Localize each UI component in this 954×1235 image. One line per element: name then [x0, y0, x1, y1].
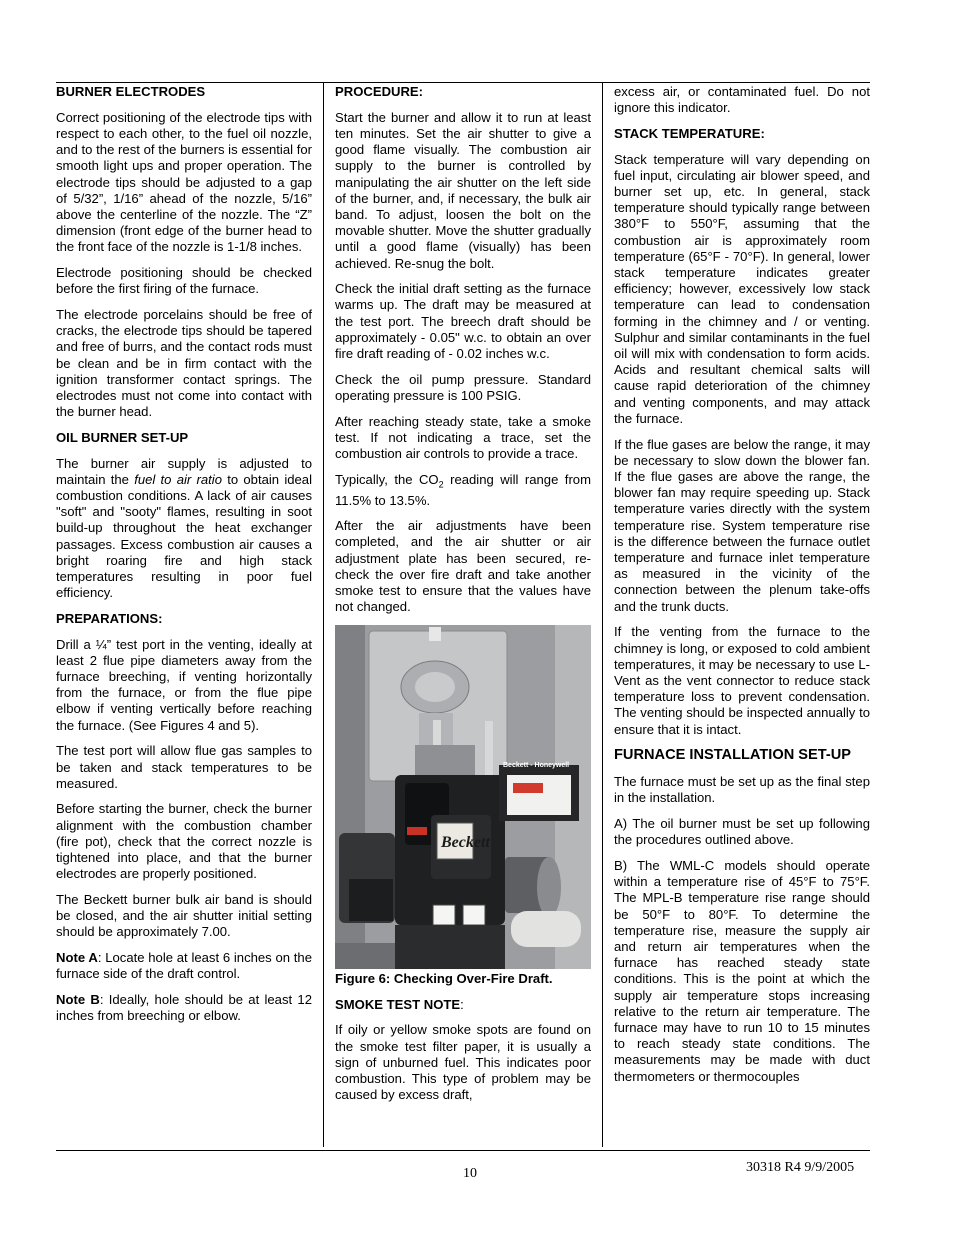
paragraph: Electrode positioning should be checked before the first firing of the furnace.	[56, 265, 312, 297]
heading-stack-temperature: STACK TEMPERATURE:	[614, 125, 765, 141]
page-number: 10	[463, 1166, 477, 1181]
heading-preparations: PREPARATIONS:	[56, 610, 163, 626]
bottom-rule	[56, 1150, 870, 1151]
text-run: to obtain ideal combustion conditions. A lack of air causes "soft" and "sooty" flames, resulting in soot build-up throughout the heat exchanger passages. Excess combustion air causes a bright roaring fire and high stack temperatures resulting in poor fuel efficiency.	[56, 471, 312, 601]
note-label: Note A	[56, 950, 98, 966]
subscript: 2	[438, 479, 444, 490]
paragraph: The Beckett burner bulk air band is should be closed, and the air shutter initial setting should be approximately 7.00.	[56, 891, 312, 940]
column-1	[56, 84, 312, 1034]
paragraph: A) The oil burner must be set up following the procedures outlined above.	[614, 816, 870, 848]
paragraph: Stack temperature will vary depending on fuel input, circulating air blower speed, and burner set up, etc. In general, stack temperature should typically range between 380°F to 550°F, assuming that the combustion air is approximately room temperature (65°F - 70°F). In general, lower stack temperature indicates greater efficiency; however, excessively low stack temperature can lead to condensation forming in the chimney and / or venting. Sulphur and similar contaminants in the fuel oil will mix with condensation to form acids. Acids and resultant chemical salts will cause rapid deterioration of the chimney and venting components, and may attack the furnace.	[614, 151, 870, 426]
text-run: The burner air supply is adjusted to maintain the	[56, 455, 312, 487]
column-separator-2	[602, 83, 603, 1147]
paragraph: excess air, or contaminated fuel. Do not ignore this indicator.	[614, 84, 870, 116]
column-2	[335, 84, 591, 1113]
paragraph: Correct positioning of the electrode tips with respect to each other, to the fuel oil nozzle, and to the rest of the burners is essential for smooth light ups and proper operation. The electrode tips should be adjusted to a gap of 5/32”, 1/16” ahead of the nozzle, 5/16” above the centerline of the nozzle. The “Z” dimension (front edge of the burner head to the front face of the nozzle is 1-1/8 inches.	[56, 109, 312, 255]
note-a	[56, 950, 312, 982]
heading-furnace-installation-setup: FURNACE INSTALLATION SET-UP	[614, 747, 852, 764]
column-separator-1	[323, 83, 324, 1147]
note-b	[56, 992, 312, 1024]
photo-brand-label: Beckett	[441, 834, 490, 851]
text-run: reading will range from 11.5% to 13.5%.	[335, 471, 591, 508]
paragraph	[335, 472, 591, 509]
note-label: Note B	[56, 991, 100, 1007]
heading-text: SMOKE TEST NOTE	[335, 996, 461, 1012]
paragraph: After reaching steady state, take a smoke test. If not indicating a trace, set the combustion air controls to provide a trace.	[335, 413, 591, 462]
paragraph: If the flue gases are below the range, it may be necessary to slow down the blower fan. If the flue gases are above the range, the blower fan may require speeding up. Stack temperature varies directly with the system temperature rise. System temperature rise is the difference between the furnace outlet temperature and furnace inlet temperature as measured in the vicinity of the connection between the plenum take-offs and the trunk ducts.	[614, 436, 870, 614]
burner-photo-illustration	[335, 625, 591, 969]
burner-photo	[335, 625, 591, 969]
heading-colon: :	[460, 996, 464, 1012]
emphasis-text: fuel to air ratio	[134, 471, 222, 487]
paragraph: The electrode porcelains should be free of cracks, the electrode tips should be tapered and free of burrs, and the contact rods must be clean and be in firm contact with the ignition transformer contact springs. The electrodes must not come into contact with the burner head.	[56, 306, 312, 420]
heading-oil-burner-setup: OIL BURNER SET-UP	[56, 429, 189, 445]
note-text: : Locate hole at least 6 inches on the furnace side of the draft control.	[56, 950, 312, 982]
text-run: Typically, the CO	[335, 471, 439, 487]
paragraph: Start the burner and allow it to run at least ten minutes. Set the air shutter to give a good flame visually. The combustion air supply to the burner is controlled by manipulating the air shutter on the left side of the burner, and, if necessary, the bulk air band. To adjust, loosen the bolt on the movable shutter. Move the shutter gradually until a good flame (visually) has been achieved. Re-snug the bolt.	[335, 109, 591, 271]
paragraph: After the air adjustments have been completed, and the air shutter or air adjustment plate has been secured, re-check the over fire draft and take another smoke test to ensure that the values have not changed.	[335, 518, 591, 615]
paragraph: The furnace must be set up as the final step in the installation.	[614, 774, 870, 806]
paragraph: Check the oil pump pressure. Standard operating pressure is 100 PSIG.	[335, 371, 591, 403]
paragraph: B) The WML-C models should operate within a temperature rise of 45°F to 75°F. The MPL-B temperature rise range should be 50°F to 80°F. To determine the temperature rise, measure the supply air and return air temperatures when the furnace has reached steady state conditions. This is the point at which the supply air temperature stops increasing relative to the return air temperature. The furnace may have to run 10 to 15 minutes to reach steady state conditions. The measurements may be made with duct thermometers or thermocouples	[614, 857, 870, 1084]
paragraph: Check the initial draft setting as the furnace warms up. The draft may be measured at the test port. The breech draft should be approximately - 0.05" w.c. to obtain an over fire draft reading of - 0.02 inches w.c.	[335, 281, 591, 362]
document-id: 30318 R4 9/9/2005	[746, 1160, 855, 1175]
note-text: : Ideally, hole should be at least 12 inches from breeching or elbow.	[56, 991, 312, 1024]
paragraph	[56, 456, 312, 602]
column-3	[614, 84, 870, 1094]
figure-caption: Figure 6: Checking Over-Fire Draft.	[335, 971, 553, 986]
paragraph: The test port will allow flue gas samples to be taken and stack temperatures to be measured.	[56, 743, 312, 791]
heading-procedure: PROCEDURE:	[335, 84, 424, 99]
photo-brand-label-2: Beckett - Honeywell	[503, 762, 570, 769]
paragraph: Drill a ¼” test port in the venting, ideally at least 2 flue pipe diameters away from the furnace breeching, if venting horizontally from the furnace, or from the flue pipe elbow if venting vertically before reaching the furnace. (See Figures 4 and 5).	[56, 636, 312, 733]
heading-burner-electrodes: BURNER ELECTRODES	[56, 84, 206, 99]
heading-smoke-test-note	[335, 997, 591, 1013]
top-rule	[56, 82, 870, 83]
paragraph: Before starting the burner, check the burner alignment with the combustion chamber (fire pot), check that the correct nozzle is tightened into place, and that the burner electrodes are properly positioned.	[56, 801, 312, 882]
paragraph: If the venting from the furnace to the chimney is long, or exposed to cold ambient temperatures, it may be necessary to use L-Vent as the vent connector to reduce stack temperature loss to prevent condensation. The venting should be inspected annually to ensure that it is intact.	[614, 624, 870, 737]
paragraph: If oily or yellow smoke spots are found on the smoke test filter paper, it is usually a sign of unburned fuel. This indicates poor combustion. This type of problem may be caused by excess draft,	[335, 1022, 591, 1103]
